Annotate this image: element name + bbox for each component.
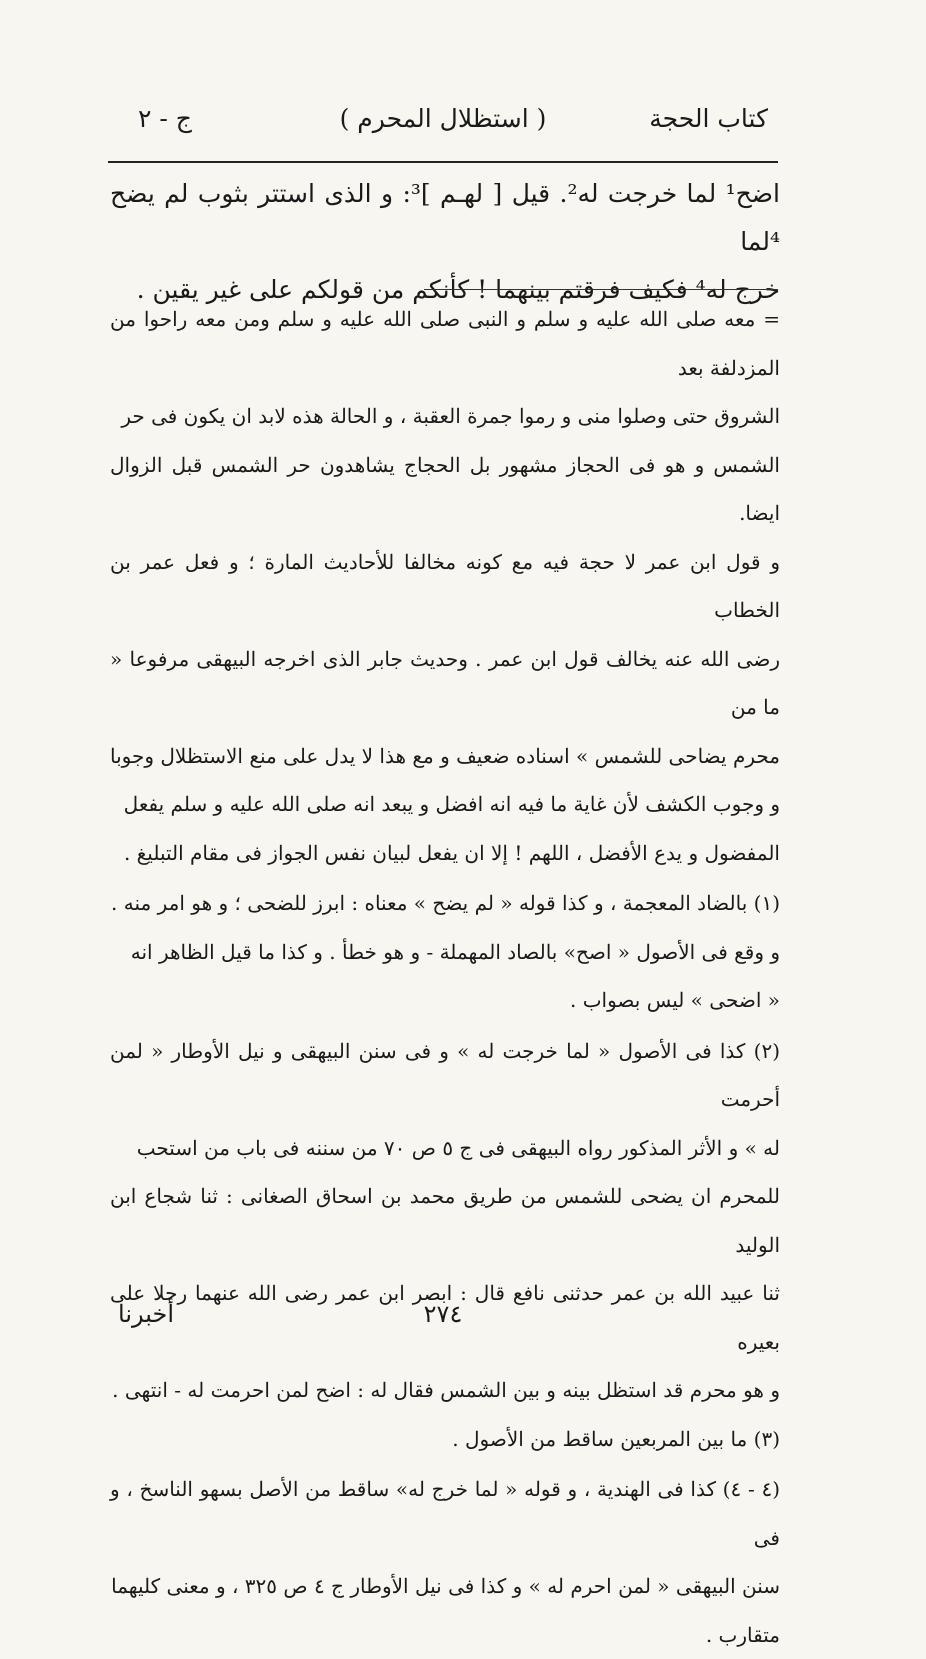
header-rule [108,161,778,163]
volume-number: ج - ٢ [138,104,192,133]
section-title: ( استظلال المحرم ) [340,104,547,133]
page-number: ٢٧٤ [424,1300,463,1328]
footnote-line: للمحرم ان يضحى للشمس من طريق محمد بن اسحاق الصغانى : ثنا شجاع ابن الوليد [110,1172,780,1269]
footnote-line: سنن البيهقى « لمن احرم له » و كذا فى نيل الأوطار ج ٤ ص ٣٢٥ ، و معنى كليهما [110,1562,780,1611]
footnote-line: (٤ - ٤) كذا فى الهندية ، و قوله « لما خرج له» ساقط من الأصل بسهو الناسخ ، و فى [110,1465,780,1562]
note-line: و وجوب الكشف لأن غاية ما فيه انه افضل و يبعد انه صلى الله عليه و سلم يفعل [110,780,780,829]
footnote-line: (٢) كذا فى الأصول « لما خرجت له » و فى سنن البيهقى و نيل الأوطار « لمن أحرمت [110,1027,780,1124]
catchword: أخبرنا [118,1300,174,1328]
book-title: كتاب الحجة [649,104,768,133]
note-line: المفضول و يدع الأفضل ، اللهم ! إلا ان يفعل لبيان نفس الجواز فى مقام التبليغ . [110,829,780,878]
footnote-line: متقارب . [110,1611,780,1659]
page-footer [118,1300,768,1340]
main-text-line: خرج له⁴ فكيف فرقتم بينهما ! كأنكم من قولكم على غير يقين . [110,266,780,314]
footnote-line: و هو محرم قد استظل بينه و بين الشمس فقال له : اضح لمن احرمت له - انتهى . [110,1366,780,1415]
footnotes-area [110,295,780,1659]
main-text [110,170,780,314]
footnote-4 [110,1465,780,1659]
footnote-line: و وقع فى الأصول « اصح» بالصاد المهملة - و هو خطأ . و كذا ما قيل الظاهر انه [110,928,780,977]
footnote-line: ثنا عبيد الله بن عمر حدثنى نافع قال : ابصر ابن عمر رضى الله عنهما رجلا على بعيره [110,1269,780,1366]
note-line: الشمس و هو فى الحجاز مشهور بل الحجاج يشاهدون حر الشمس قبل الزوال ايضا. [110,441,780,538]
footnote-2 [110,1027,780,1415]
note-line: و قول ابن عمر لا حجة فيه مع كونه مخالفا للأحاديث المارة ؛ و فعل عمر بن الخطاب [110,538,780,635]
note-line: = معه صلى الله عليه و سلم و النبى صلى الله عليه و سلم ومن معه راحوا من المزدلفة بعد [110,295,780,392]
footnote-line: (٣) ما بين المربعين ساقط من الأصول . [110,1415,780,1464]
main-text-line: اضح¹ لما خرجت له². قيل [ لهـم ]³: و الذى استتر بثوب لم يضح ⁴لما [110,170,780,266]
footnote-separator [424,289,778,290]
note-line: محرم يضاحى للشمس » اسناده ضعيف و مع هذا لا يدل على منع الاستظلال وجوبا [110,732,780,781]
note-line: الشروق حتى وصلوا منى و رموا جمرة العقبة ، و الحالة هذه لابد ان يكون فى حر [110,392,780,441]
footnote-3 [110,1415,780,1464]
page-header [118,104,768,144]
footnote-line: « اضحى » ليس بصواب . [110,976,780,1025]
footnote-line: له » و الأثر المذكور رواه البيهقى فى ج ٥ ص ٧٠ من سننه فى باب من استحب [110,1124,780,1173]
continued-note [110,295,780,877]
footnote-line: (١) بالضاد المعجمة ، و كذا قوله « لم يضح » معناه : ابرز للضحى ؛ و هو امر منه . [110,879,780,928]
note-line: رضى الله عنه يخالف قول ابن عمر . وحديث جابر الذى اخرجه البيهقى مرفوعا « ما من [110,635,780,732]
footnote-1 [110,879,780,1025]
